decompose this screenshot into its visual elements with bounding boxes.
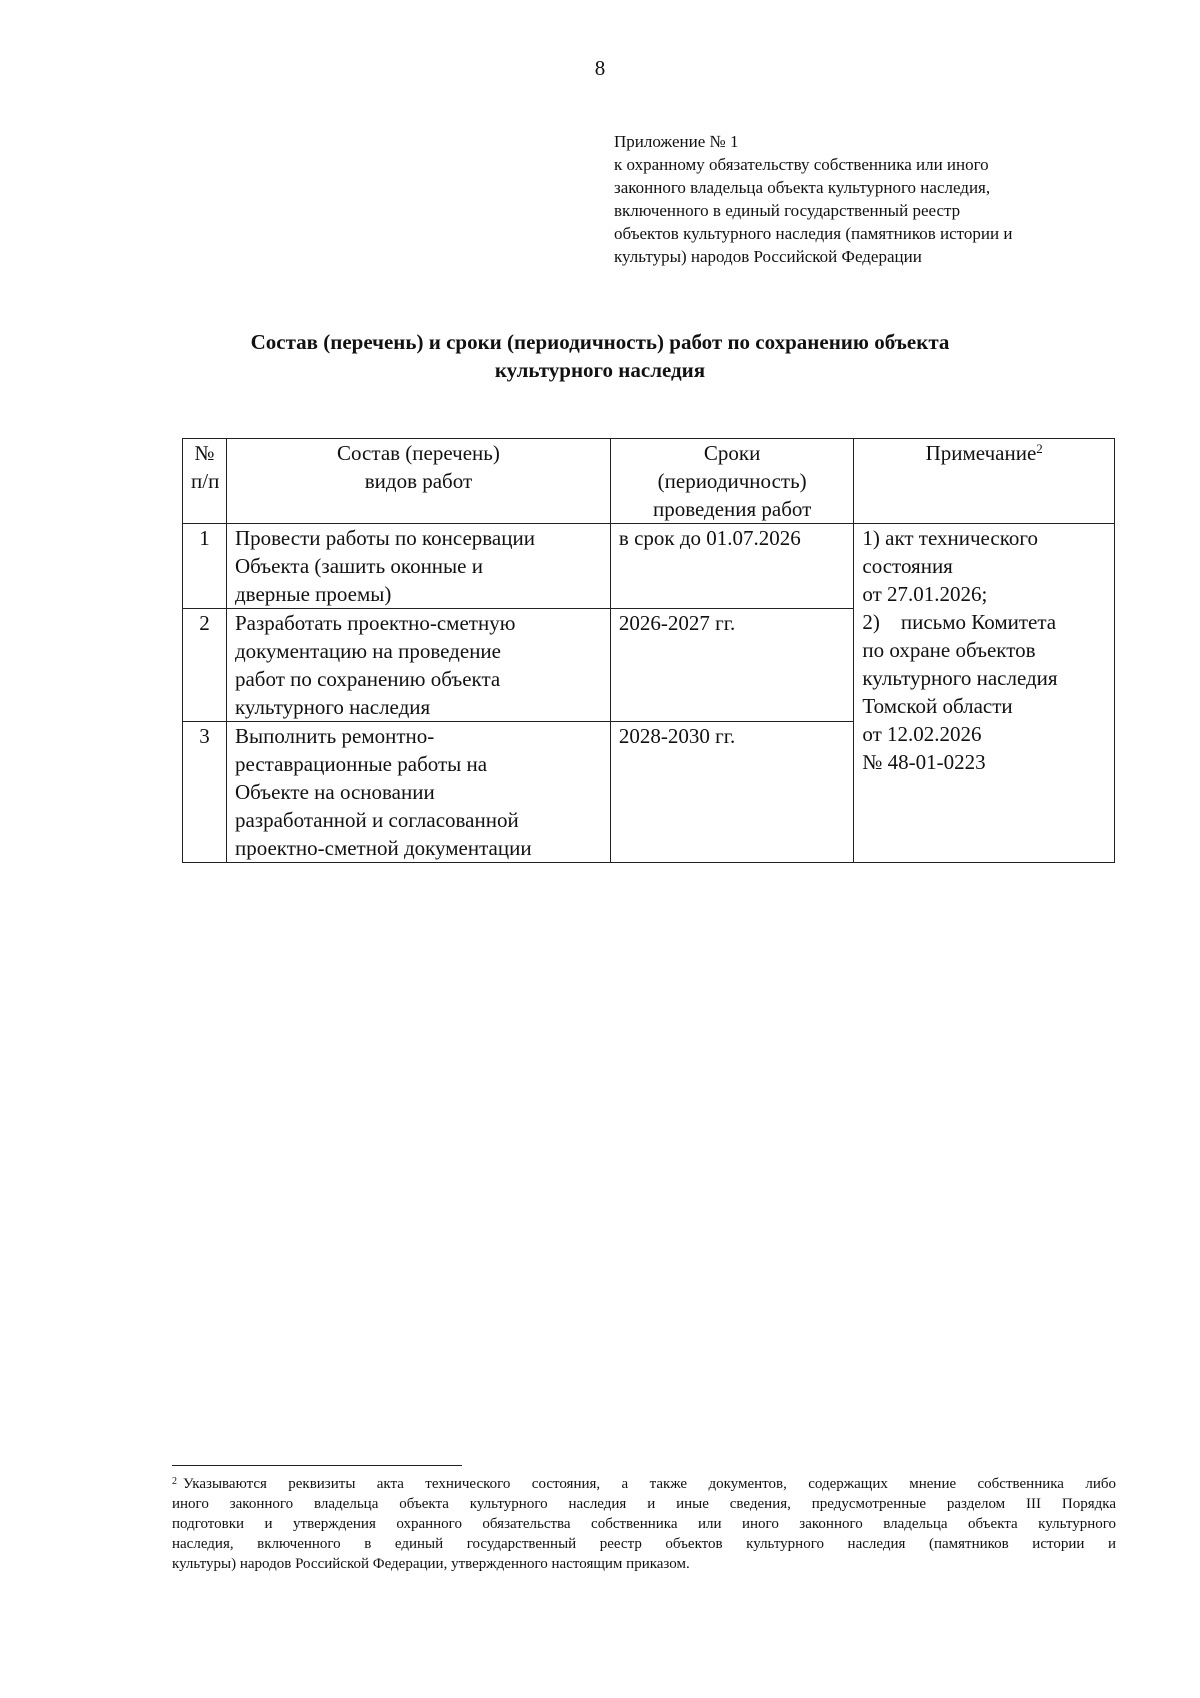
note-line: 2) письмо Комитета xyxy=(862,610,1057,634)
footnote-line: иного законного владельца объекта культурного наследия и иные сведения, предусмотренные разделом III Порядка xyxy=(172,1496,1116,1512)
header-terms-line: Сроки xyxy=(703,441,761,465)
header-works xyxy=(226,439,610,524)
appendix-line: включенного в единый государственный реестр xyxy=(614,201,961,220)
footnote-text: Указываются реквизиты акта технического состояния, а также документов, содержащих мнение собственника либо xyxy=(183,1476,1116,1492)
note-line: культурного наследия xyxy=(862,666,1058,690)
works-line: Провести работы по консервации xyxy=(234,526,535,550)
document-title xyxy=(0,328,1200,384)
header-num-line: п/п xyxy=(191,469,220,493)
header-note xyxy=(854,439,1115,524)
table-row xyxy=(183,524,1115,609)
works-line: Объекте на основании xyxy=(234,780,435,804)
row-term: 2028-2030 гг. xyxy=(610,722,853,863)
appendix-reference xyxy=(614,130,1114,268)
appendix-line: культуры) народов Российской Федерации xyxy=(614,247,922,266)
header-terms xyxy=(610,439,853,524)
header-note-label: Примечание xyxy=(925,441,1037,465)
works-line: дверные проемы) xyxy=(234,582,392,606)
row-works xyxy=(226,609,610,722)
footnote-divider xyxy=(172,1465,462,1466)
note-line: от 27.01.2026; xyxy=(862,582,988,606)
title-line: Состав (перечень) и сроки (периодичность) работ по сохранению объекта xyxy=(250,330,950,354)
works-table xyxy=(182,438,1115,863)
title-line: культурного наследия xyxy=(494,358,706,382)
note-line: № 48-01-0223 xyxy=(862,750,986,774)
row-works xyxy=(226,722,610,863)
footnote-reference: 2 xyxy=(1036,441,1043,456)
appendix-line: объектов культурного наследия (памятников истории и xyxy=(614,224,1013,243)
footnote-line: наследия, включенного в единый государственный реестр объектов культурного наследия (памятников истории и xyxy=(172,1536,1116,1552)
row-num: 3 xyxy=(183,722,227,863)
note-line: 1) акт технического xyxy=(862,526,1038,550)
row-note xyxy=(854,524,1115,863)
works-line: проектно-сметной документации xyxy=(234,836,532,860)
row-term: в срок до 01.07.2026 xyxy=(610,524,853,609)
works-line: разработанной и согласованной xyxy=(234,808,519,832)
appendix-line: Приложение № 1 xyxy=(614,132,739,151)
footnote-mark: 2 xyxy=(172,1476,177,1487)
appendix-line: к охранному обязательству собственника или иного xyxy=(614,155,989,174)
header-num-line: № xyxy=(194,441,215,465)
footnote xyxy=(172,1474,1116,1574)
note-line: Томской области xyxy=(862,694,1013,718)
header-terms-line: проведения работ xyxy=(652,497,812,521)
row-term: 2026-2027 гг. xyxy=(610,609,853,722)
works-line: Разработать проектно-сметную xyxy=(234,611,516,635)
row-num: 2 xyxy=(183,609,227,722)
note-line: состояния xyxy=(862,554,953,578)
row-works xyxy=(226,524,610,609)
table-header-row xyxy=(183,439,1115,524)
header-num xyxy=(183,439,227,524)
works-line: Выполнить ремонтно- xyxy=(234,724,435,748)
works-line: реставрационные работы на xyxy=(234,752,488,776)
works-line: Объекта (зашить оконные и xyxy=(234,554,483,578)
page-number: 8 xyxy=(594,56,606,80)
note-line: по охране объектов xyxy=(862,638,1036,662)
footnote-line: культуры) народов Российской Федерации, утвержденного настоящим приказом. xyxy=(172,1556,690,1572)
appendix-line: законного владельца объекта культурного наследия, xyxy=(614,178,991,197)
footnote-line xyxy=(172,1474,1116,1494)
header-terms-line: (периодичность) xyxy=(657,469,807,493)
row-num: 1 xyxy=(183,524,227,609)
header-works-line: видов работ xyxy=(364,469,473,493)
footnote-line: подготовки и утверждения охранного обязательства собственника или иного законного владельца объекта культурного xyxy=(172,1516,1116,1532)
header-works-line: Состав (перечень) xyxy=(337,441,500,465)
works-line: работ по сохранению объекта xyxy=(234,667,501,691)
works-line: культурного наследия xyxy=(234,695,431,719)
works-line: документацию на проведение xyxy=(234,639,501,663)
note-line: от 12.02.2026 xyxy=(862,722,982,746)
